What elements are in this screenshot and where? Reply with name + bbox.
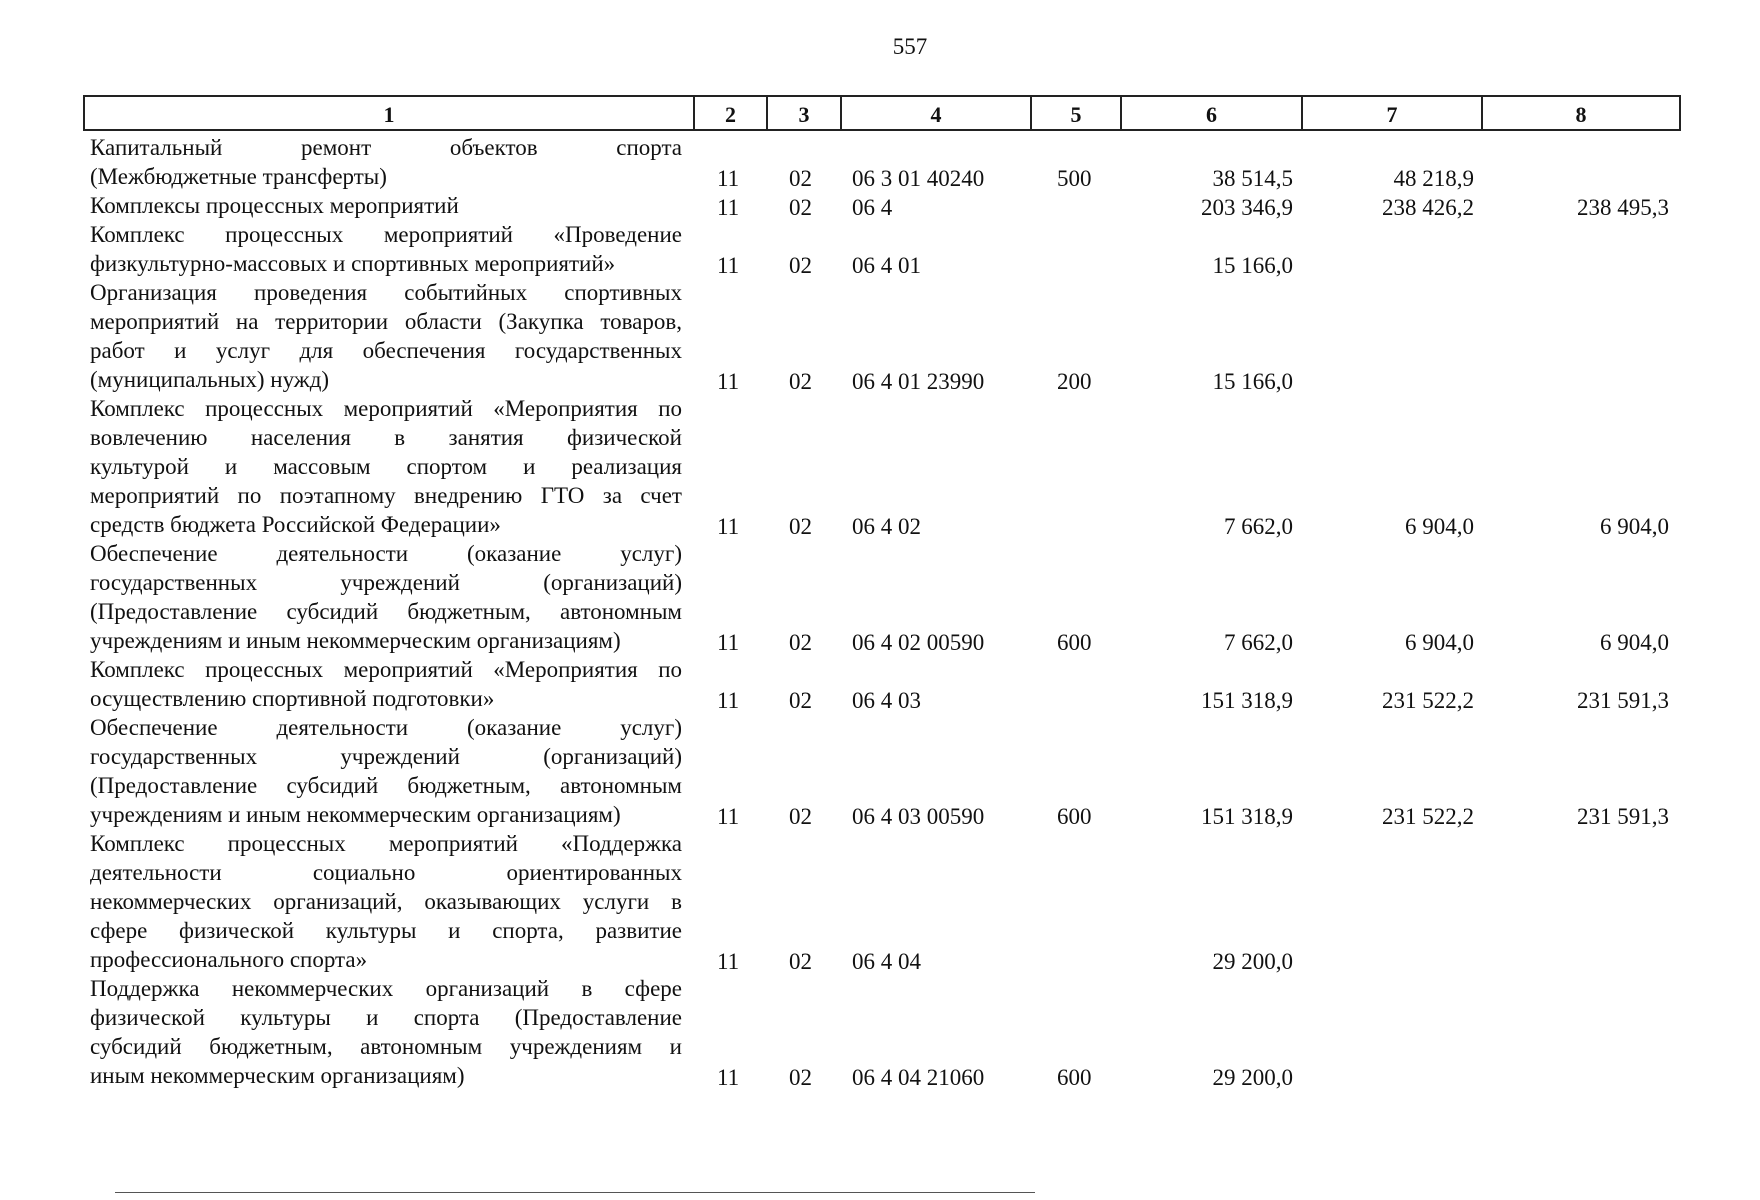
description-line: Комплекс процессных мероприятий «Поддержка xyxy=(90,831,682,856)
cell-col-4: 06 4 03 xyxy=(852,688,921,713)
header-col-7: 7 xyxy=(1303,97,1483,129)
cell-col-3: 02 xyxy=(789,253,812,278)
cell-col-7: 231 522,2 xyxy=(1382,688,1474,713)
table-row xyxy=(0,829,1760,974)
cell-col-8: 231 591,3 xyxy=(1577,688,1669,713)
cell-col-4: 06 4 04 xyxy=(852,949,921,974)
page-number: 557 xyxy=(892,34,928,59)
cell-col-7: 6 904,0 xyxy=(1405,514,1474,539)
cell-col-5: 600 xyxy=(1057,630,1092,655)
cell-col-6: 7 662,0 xyxy=(1224,514,1293,539)
row-description xyxy=(90,191,682,220)
cell-col-3: 02 xyxy=(789,514,812,539)
description-line: средств бюджета Российской Федерации» xyxy=(90,512,501,537)
cell-col-4: 06 4 01 xyxy=(852,253,921,278)
cell-col-2: 11 xyxy=(717,688,740,713)
cell-col-8: 6 904,0 xyxy=(1600,514,1669,539)
description-line: государственных учреждений (организаций) xyxy=(90,570,682,595)
header-col-5: 5 xyxy=(1032,97,1122,129)
header-col-6: 6 xyxy=(1122,97,1303,129)
cell-col-4: 06 4 04 21060 xyxy=(852,1065,985,1090)
cell-col-6: 203 346,9 xyxy=(1201,195,1293,220)
cell-col-7: 238 426,2 xyxy=(1382,195,1474,220)
row-description xyxy=(90,539,682,655)
table-row xyxy=(0,394,1760,539)
cell-col-2: 11 xyxy=(717,166,740,191)
description-line: сфере физической культуры и спорта, развитие xyxy=(90,918,682,943)
footer-divider xyxy=(115,1192,1035,1193)
description-line: (Межбюджетные трансферты) xyxy=(90,164,387,189)
cell-col-2: 11 xyxy=(717,630,740,655)
description-line: учреждениям и иным некоммерческим организациям) xyxy=(90,628,621,653)
cell-col-3: 02 xyxy=(789,630,812,655)
cell-col-4: 06 3 01 40240 xyxy=(852,166,985,191)
table-row xyxy=(0,220,1760,278)
row-description xyxy=(90,220,682,278)
cell-col-7: 48 218,9 xyxy=(1393,166,1474,191)
cell-col-5: 500 xyxy=(1057,166,1092,191)
cell-col-2: 11 xyxy=(717,949,740,974)
cell-col-6: 38 514,5 xyxy=(1212,166,1293,191)
table-row xyxy=(0,133,1760,191)
cell-col-6: 151 318,9 xyxy=(1201,804,1293,829)
cell-col-3: 02 xyxy=(789,1065,812,1090)
description-line: некоммерческих организаций, оказывающих услуги в xyxy=(90,889,682,914)
cell-col-4: 06 4 02 xyxy=(852,514,921,539)
cell-col-5: 600 xyxy=(1057,804,1092,829)
cell-col-3: 02 xyxy=(789,949,812,974)
cell-col-5: 200 xyxy=(1057,369,1092,394)
description-line: Обеспечение деятельности (оказание услуг) xyxy=(90,715,682,740)
description-line: Комплексы процессных мероприятий xyxy=(90,193,459,218)
cell-col-6: 151 318,9 xyxy=(1201,688,1293,713)
cell-col-8: 231 591,3 xyxy=(1577,804,1669,829)
description-line: вовлечению населения в занятия физической xyxy=(90,425,682,450)
description-line: мероприятий по поэтапному внедрению ГТО за счет xyxy=(90,483,682,508)
cell-col-5: 600 xyxy=(1057,1065,1092,1090)
cell-col-4: 06 4 03 00590 xyxy=(852,804,985,829)
cell-col-4: 06 4 01 23990 xyxy=(852,369,985,394)
description-line: субсидий бюджетным, автономным учреждениям и xyxy=(90,1034,682,1059)
cell-col-6: 15 166,0 xyxy=(1212,369,1293,394)
cell-col-3: 02 xyxy=(789,369,812,394)
cell-col-3: 02 xyxy=(789,804,812,829)
description-line: иным некоммерческим организациям) xyxy=(90,1063,465,1088)
description-line: мероприятий на территории области (Закупка товаров, xyxy=(90,309,682,334)
table-row xyxy=(0,713,1760,829)
cell-col-2: 11 xyxy=(717,253,740,278)
cell-col-2: 11 xyxy=(717,1065,740,1090)
description-line: (Предоставление субсидий бюджетным, автономным xyxy=(90,773,682,798)
description-line: учреждениям и иным некоммерческим организациям) xyxy=(90,802,621,827)
cell-col-3: 02 xyxy=(789,166,812,191)
row-description xyxy=(90,829,682,974)
row-description xyxy=(90,133,682,191)
cell-col-6: 29 200,0 xyxy=(1212,1065,1293,1090)
table-row xyxy=(0,191,1760,220)
row-description xyxy=(90,713,682,829)
description-line: Обеспечение деятельности (оказание услуг) xyxy=(90,541,682,566)
cell-col-3: 02 xyxy=(789,195,812,220)
cell-col-8: 6 904,0 xyxy=(1600,630,1669,655)
description-line: Поддержка некоммерческих организаций в сфере xyxy=(90,976,682,1001)
table-row xyxy=(0,539,1760,655)
cell-col-4: 06 4 xyxy=(852,195,893,220)
table-row xyxy=(0,655,1760,713)
description-line: Капитальный ремонт объектов спорта xyxy=(90,135,682,160)
table-row xyxy=(0,278,1760,394)
cell-col-2: 11 xyxy=(717,514,740,539)
header-col-8: 8 xyxy=(1575,102,1587,127)
cell-col-7: 231 522,2 xyxy=(1382,804,1474,829)
cell-col-2: 11 xyxy=(717,369,740,394)
cell-col-3: 02 xyxy=(789,688,812,713)
table-header xyxy=(83,95,1681,131)
description-line: физкультурно-массовых и спортивных мероприятий» xyxy=(90,251,616,276)
description-line: деятельности социально ориентированных xyxy=(90,860,682,885)
cell-col-2: 11 xyxy=(717,804,740,829)
row-description xyxy=(90,278,682,394)
description-line: Комплекс процессных мероприятий «Мероприятия по xyxy=(90,657,682,682)
cell-col-4: 06 4 02 00590 xyxy=(852,630,985,655)
description-line: (Предоставление субсидий бюджетным, автономным xyxy=(90,599,682,624)
description-line: культурой и массовым спортом и реализация xyxy=(90,454,682,479)
cell-col-6: 7 662,0 xyxy=(1224,630,1293,655)
cell-col-7: 6 904,0 xyxy=(1405,630,1474,655)
description-line: работ и услуг для обеспечения государственных xyxy=(90,338,682,363)
cell-col-6: 15 166,0 xyxy=(1212,253,1293,278)
description-line: физической культуры и спорта (Предоставление xyxy=(90,1005,682,1030)
row-description xyxy=(90,655,682,713)
cell-col-2: 11 xyxy=(717,195,740,220)
description-line: (муниципальных) нужд) xyxy=(90,367,330,392)
header-col-3: 3 xyxy=(768,97,842,129)
description-line: профессионального спорта» xyxy=(90,947,368,972)
cell-col-8: 238 495,3 xyxy=(1577,195,1669,220)
row-description xyxy=(90,974,682,1090)
description-line: осуществлению спортивной подготовки» xyxy=(90,686,495,711)
cell-col-6: 29 200,0 xyxy=(1212,949,1293,974)
header-col-4: 4 xyxy=(842,97,1032,129)
header-col-1: 1 xyxy=(85,97,695,129)
row-description xyxy=(90,394,682,539)
table-row xyxy=(0,974,1760,1090)
header-col-2: 2 xyxy=(695,97,768,129)
description-line: государственных учреждений (организаций) xyxy=(90,744,682,769)
description-line: Комплекс процессных мероприятий «Мероприятия по xyxy=(90,396,682,421)
description-line: Организация проведения событийных спортивных xyxy=(90,280,682,305)
description-line: Комплекс процессных мероприятий «Проведение xyxy=(90,222,682,247)
